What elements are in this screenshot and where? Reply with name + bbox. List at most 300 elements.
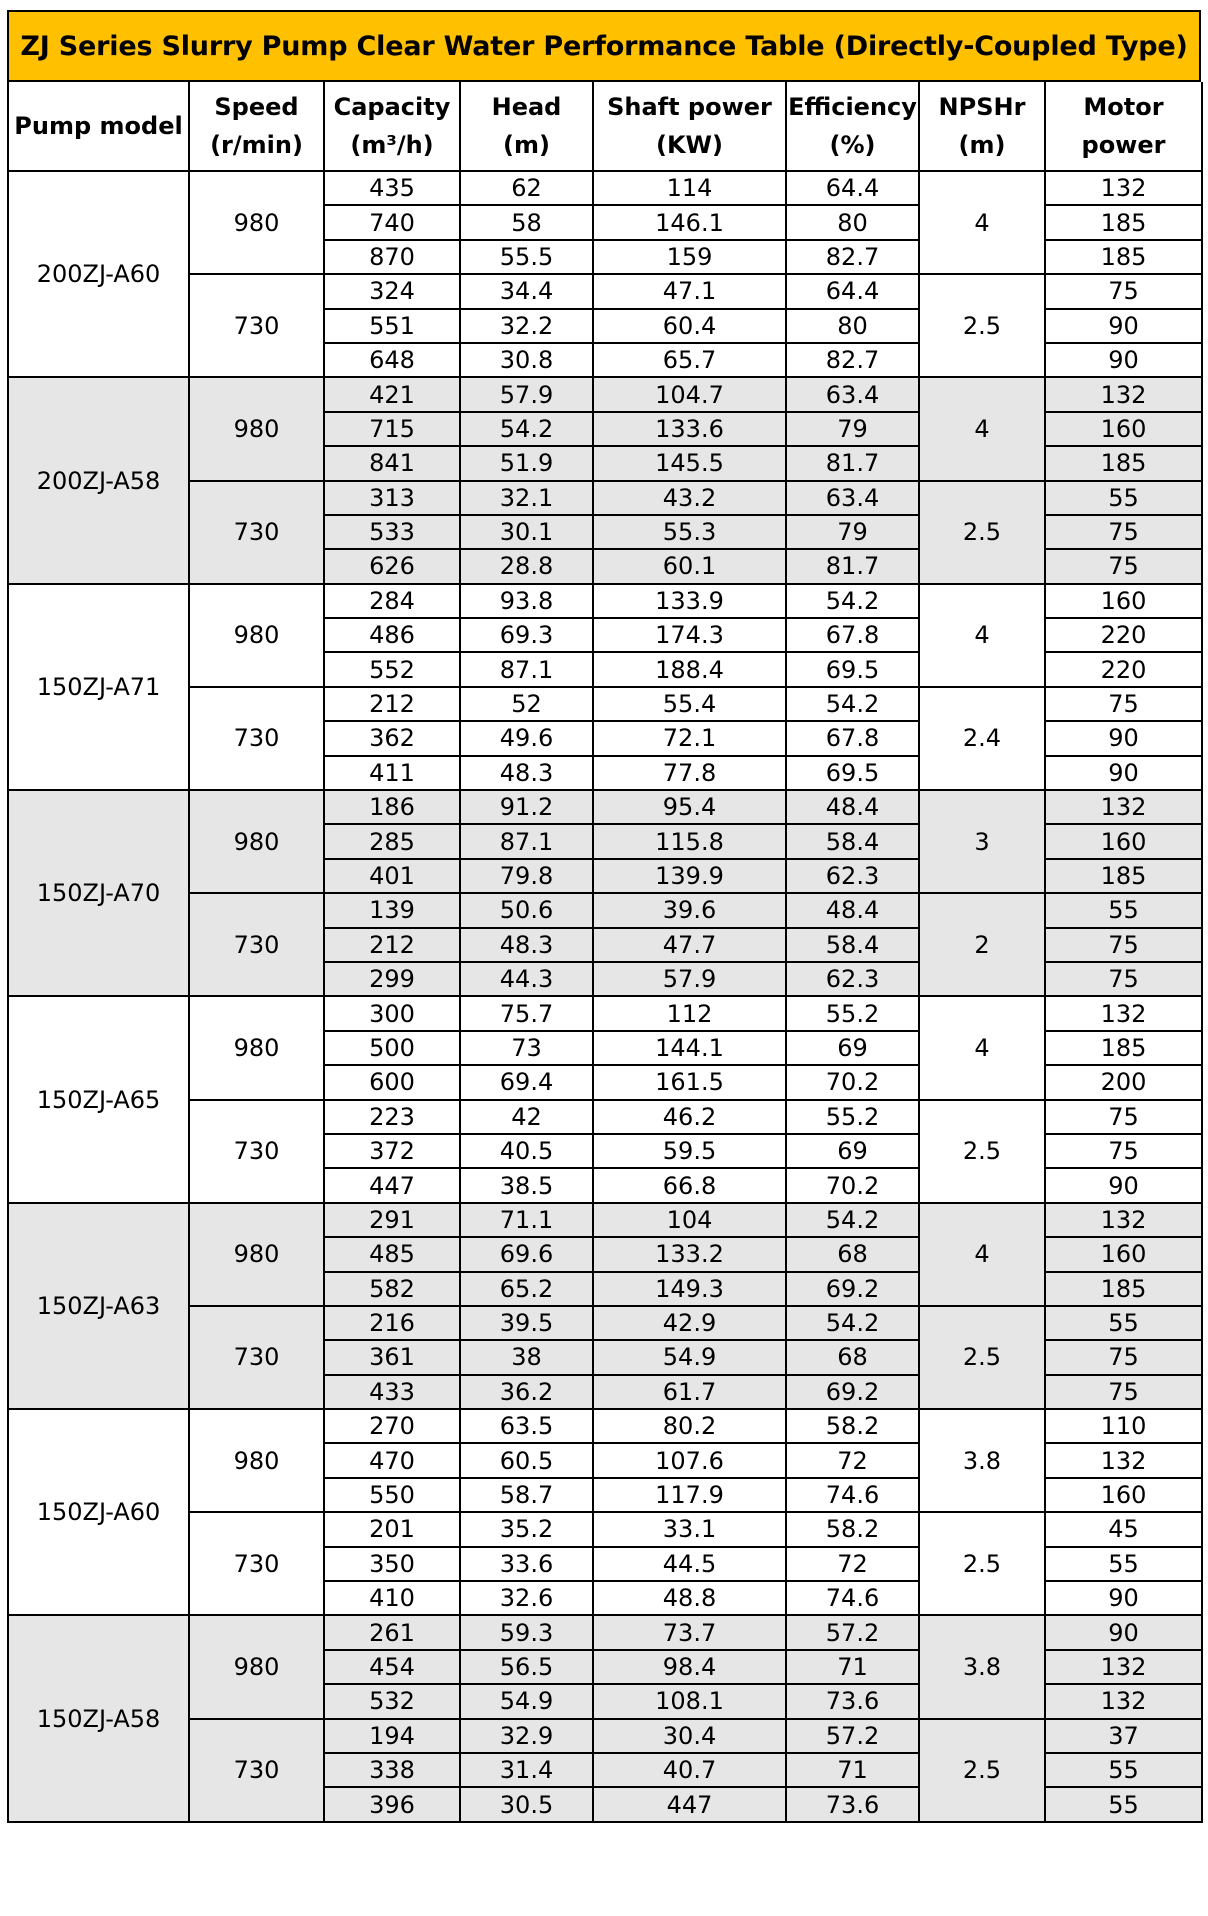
efficiency-cell: 81.7 [786,446,919,480]
npshr-cell: 3 [919,790,1045,893]
efficiency-cell: 70.2 [786,1065,919,1099]
capacity-cell: 715 [324,412,460,446]
npshr-cell: 2.5 [919,274,1045,377]
motor-power-cell: 75 [1045,274,1202,308]
efficiency-cell: 73.6 [786,1787,919,1821]
efficiency-cell: 69.5 [786,756,919,790]
head-cell: 69.3 [460,618,593,652]
speed-cell: 980 [189,1409,324,1512]
table-row [8,1615,1202,1649]
motor-power-cell: 132 [1045,1443,1202,1477]
efficiency-cell: 58.4 [786,824,919,858]
table-row [8,790,1202,824]
capacity-cell: 139 [324,893,460,927]
head-cell: 58 [460,205,593,239]
motor-power-cell: 55 [1045,1547,1202,1581]
head-cell: 75.7 [460,996,593,1030]
head-cell: 62 [460,171,593,205]
motor-power-cell: 160 [1045,412,1202,446]
speed-cell: 980 [189,377,324,480]
head-cell: 51.9 [460,446,593,480]
head-cell: 32.1 [460,481,593,515]
pump-model-cell: 150ZJ-A63 [8,1203,189,1409]
efficiency-cell: 71 [786,1650,919,1684]
motor-power-cell: 185 [1045,205,1202,239]
npshr-cell: 3.8 [919,1615,1045,1718]
col-header-capacity: Capacity (m³/h) [324,82,460,171]
head-cell: 91.2 [460,790,593,824]
efficiency-cell: 54.2 [786,584,919,618]
shaft-power-cell: 144.1 [593,1031,786,1065]
efficiency-cell: 48.4 [786,790,919,824]
head-cell: 57.9 [460,377,593,411]
npshr-cell: 2 [919,893,1045,996]
head-cell: 93.8 [460,584,593,618]
motor-power-cell: 90 [1045,343,1202,377]
head-cell: 35.2 [460,1512,593,1546]
shaft-power-cell: 107.6 [593,1443,786,1477]
shaft-power-cell: 65.7 [593,343,786,377]
shaft-power-cell: 48.8 [593,1581,786,1615]
shaft-power-cell: 149.3 [593,1272,786,1306]
table-row [8,996,1202,1030]
capacity-cell: 600 [324,1065,460,1099]
col-header-motor-power: Motor power [1045,82,1202,171]
capacity-cell: 454 [324,1650,460,1684]
efficiency-cell: 82.7 [786,240,919,274]
motor-power-cell: 132 [1045,996,1202,1030]
capacity-cell: 841 [324,446,460,480]
speed-cell: 980 [189,1203,324,1306]
speed-cell: 980 [189,1615,324,1718]
capacity-cell: 300 [324,996,460,1030]
head-cell: 49.6 [460,721,593,755]
efficiency-cell: 62.3 [786,962,919,996]
capacity-cell: 313 [324,481,460,515]
capacity-cell: 626 [324,549,460,583]
motor-power-cell: 75 [1045,1134,1202,1168]
speed-cell: 730 [189,1100,324,1203]
col-header-speed: Speed (r/min) [189,82,324,171]
efficiency-cell: 54.2 [786,687,919,721]
capacity-cell: 740 [324,205,460,239]
shaft-power-cell: 57.9 [593,962,786,996]
table-row [8,1409,1202,1443]
head-cell: 56.5 [460,1650,593,1684]
efficiency-cell: 68 [786,1237,919,1271]
efficiency-cell: 74.6 [786,1581,919,1615]
shaft-power-cell: 54.9 [593,1340,786,1374]
motor-power-cell: 75 [1045,549,1202,583]
capacity-cell: 361 [324,1340,460,1374]
shaft-power-cell: 42.9 [593,1306,786,1340]
motor-power-cell: 90 [1045,309,1202,343]
efficiency-cell: 54.2 [786,1203,919,1237]
col-header-head: Head (m) [460,82,593,171]
npshr-cell: 3.8 [919,1409,1045,1512]
capacity-cell: 186 [324,790,460,824]
npshr-cell: 2.5 [919,1512,1045,1615]
shaft-power-cell: 47.1 [593,274,786,308]
capacity-cell: 648 [324,343,460,377]
col-header-shaft-power: Shaft power (KW) [593,82,786,171]
efficiency-cell: 69.2 [786,1375,919,1409]
speed-cell: 730 [189,1306,324,1409]
npshr-cell: 4 [919,584,1045,687]
head-cell: 36.2 [460,1375,593,1409]
shaft-power-cell: 133.6 [593,412,786,446]
efficiency-cell: 62.3 [786,859,919,893]
efficiency-cell: 48.4 [786,893,919,927]
shaft-power-cell: 47.7 [593,928,786,962]
capacity-cell: 552 [324,652,460,686]
head-cell: 58.7 [460,1478,593,1512]
efficiency-cell: 58.2 [786,1512,919,1546]
capacity-cell: 216 [324,1306,460,1340]
capacity-cell: 533 [324,515,460,549]
speed-cell: 980 [189,171,324,274]
table-row [8,171,1202,205]
capacity-cell: 396 [324,1787,460,1821]
npshr-cell: 4 [919,377,1045,480]
table-row [8,1203,1202,1237]
motor-power-cell: 132 [1045,1650,1202,1684]
motor-power-cell: 185 [1045,446,1202,480]
shaft-power-cell: 112 [593,996,786,1030]
speed-cell: 730 [189,481,324,584]
motor-power-cell: 160 [1045,584,1202,618]
capacity-cell: 285 [324,824,460,858]
efficiency-cell: 58.2 [786,1409,919,1443]
head-cell: 31.4 [460,1753,593,1787]
shaft-power-cell: 114 [593,171,786,205]
motor-power-cell: 220 [1045,652,1202,686]
efficiency-cell: 80 [786,309,919,343]
head-cell: 30.1 [460,515,593,549]
capacity-cell: 447 [324,1168,460,1202]
motor-power-cell: 55 [1045,893,1202,927]
motor-power-cell: 185 [1045,1272,1202,1306]
efficiency-cell: 55.2 [786,1100,919,1134]
table-title: ZJ Series Slurry Pump Clear Water Performance Table (Directly-Coupled Type) [7,10,1201,82]
head-cell: 33.6 [460,1547,593,1581]
capacity-cell: 410 [324,1581,460,1615]
speed-cell: 730 [189,1719,324,1822]
speed-cell: 730 [189,274,324,377]
motor-power-cell: 90 [1045,756,1202,790]
head-cell: 55.5 [460,240,593,274]
capacity-cell: 372 [324,1134,460,1168]
head-cell: 40.5 [460,1134,593,1168]
head-cell: 79.8 [460,859,593,893]
capacity-cell: 421 [324,377,460,411]
motor-power-cell: 55 [1045,1306,1202,1340]
shaft-power-cell: 77.8 [593,756,786,790]
col-header-efficiency: Efficiency (%) [786,82,919,171]
capacity-cell: 362 [324,721,460,755]
capacity-cell: 486 [324,618,460,652]
head-cell: 30.8 [460,343,593,377]
shaft-power-cell: 55.4 [593,687,786,721]
efficiency-cell: 74.6 [786,1478,919,1512]
head-cell: 63.5 [460,1409,593,1443]
shaft-power-cell: 174.3 [593,618,786,652]
shaft-power-cell: 43.2 [593,481,786,515]
motor-power-cell: 90 [1045,721,1202,755]
capacity-cell: 284 [324,584,460,618]
pump-model-cell: 150ZJ-A60 [8,1409,189,1615]
table-row [8,584,1202,618]
efficiency-cell: 79 [786,515,919,549]
efficiency-cell: 64.4 [786,274,919,308]
motor-power-cell: 75 [1045,687,1202,721]
shaft-power-cell: 139.9 [593,859,786,893]
efficiency-cell: 63.4 [786,481,919,515]
capacity-cell: 299 [324,962,460,996]
head-cell: 69.6 [460,1237,593,1271]
head-cell: 60.5 [460,1443,593,1477]
head-cell: 59.3 [460,1615,593,1649]
motor-power-cell: 160 [1045,1237,1202,1271]
motor-power-cell: 110 [1045,1409,1202,1443]
capacity-cell: 291 [324,1203,460,1237]
shaft-power-cell: 161.5 [593,1065,786,1099]
motor-power-cell: 160 [1045,824,1202,858]
header-row [8,82,1202,171]
motor-power-cell: 160 [1045,1478,1202,1512]
head-cell: 54.9 [460,1684,593,1718]
motor-power-cell: 132 [1045,1684,1202,1718]
motor-power-cell: 75 [1045,1340,1202,1374]
head-cell: 65.2 [460,1272,593,1306]
npshr-cell: 2.5 [919,1100,1045,1203]
shaft-power-cell: 73.7 [593,1615,786,1649]
shaft-power-cell: 60.1 [593,549,786,583]
head-cell: 50.6 [460,893,593,927]
motor-power-cell: 90 [1045,1615,1202,1649]
shaft-power-cell: 60.4 [593,309,786,343]
performance-table [7,82,1203,1823]
head-cell: 48.3 [460,756,593,790]
motor-power-cell: 132 [1045,377,1202,411]
capacity-cell: 212 [324,687,460,721]
head-cell: 48.3 [460,928,593,962]
efficiency-cell: 69 [786,1031,919,1065]
table-body [8,171,1202,1822]
efficiency-cell: 82.7 [786,343,919,377]
motor-power-cell: 132 [1045,790,1202,824]
pump-model-cell: 200ZJ-A58 [8,377,189,583]
shaft-power-cell: 133.9 [593,584,786,618]
shaft-power-cell: 447 [593,1787,786,1821]
efficiency-cell: 64.4 [786,171,919,205]
motor-power-cell: 55 [1045,1753,1202,1787]
shaft-power-cell: 61.7 [593,1375,786,1409]
head-cell: 32.6 [460,1581,593,1615]
motor-power-cell: 220 [1045,618,1202,652]
motor-power-cell: 185 [1045,859,1202,893]
shaft-power-cell: 72.1 [593,721,786,755]
efficiency-cell: 69.2 [786,1272,919,1306]
shaft-power-cell: 117.9 [593,1478,786,1512]
efficiency-cell: 68 [786,1340,919,1374]
shaft-power-cell: 115.8 [593,824,786,858]
capacity-cell: 870 [324,240,460,274]
head-cell: 54.2 [460,412,593,446]
col-header-pump-model: Pump model [8,82,189,171]
head-cell: 69.4 [460,1065,593,1099]
npshr-cell: 2.5 [919,481,1045,584]
capacity-cell: 550 [324,1478,460,1512]
head-cell: 42 [460,1100,593,1134]
shaft-power-cell: 66.8 [593,1168,786,1202]
pump-model-cell: 150ZJ-A58 [8,1615,189,1821]
efficiency-cell: 58.4 [786,928,919,962]
npshr-cell: 2.5 [919,1719,1045,1822]
speed-cell: 730 [189,1512,324,1615]
efficiency-cell: 69.5 [786,652,919,686]
npshr-cell: 4 [919,1203,1045,1306]
speed-cell: 980 [189,790,324,893]
capacity-cell: 470 [324,1443,460,1477]
efficiency-cell: 80 [786,205,919,239]
table-row [8,377,1202,411]
head-cell: 87.1 [460,824,593,858]
capacity-cell: 411 [324,756,460,790]
head-cell: 52 [460,687,593,721]
speed-cell: 730 [189,893,324,996]
shaft-power-cell: 55.3 [593,515,786,549]
head-cell: 44.3 [460,962,593,996]
capacity-cell: 435 [324,171,460,205]
efficiency-cell: 81.7 [786,549,919,583]
efficiency-cell: 57.2 [786,1719,919,1753]
shaft-power-cell: 104.7 [593,377,786,411]
npshr-cell: 4 [919,171,1045,274]
shaft-power-cell: 59.5 [593,1134,786,1168]
npshr-cell: 2.4 [919,687,1045,790]
efficiency-cell: 55.2 [786,996,919,1030]
motor-power-cell: 45 [1045,1512,1202,1546]
shaft-power-cell: 44.5 [593,1547,786,1581]
motor-power-cell: 75 [1045,962,1202,996]
col-header-npshr: NPSHr (m) [919,82,1045,171]
efficiency-cell: 67.8 [786,618,919,652]
capacity-cell: 485 [324,1237,460,1271]
motor-power-cell: 132 [1045,171,1202,205]
head-cell: 32.9 [460,1719,593,1753]
motor-power-cell: 37 [1045,1719,1202,1753]
motor-power-cell: 75 [1045,1100,1202,1134]
capacity-cell: 324 [324,274,460,308]
shaft-power-cell: 30.4 [593,1719,786,1753]
motor-power-cell: 75 [1045,928,1202,962]
efficiency-cell: 63.4 [786,377,919,411]
head-cell: 32.2 [460,309,593,343]
efficiency-cell: 67.8 [786,721,919,755]
efficiency-cell: 57.2 [786,1615,919,1649]
shaft-power-cell: 39.6 [593,893,786,927]
head-cell: 73 [460,1031,593,1065]
capacity-cell: 201 [324,1512,460,1546]
efficiency-cell: 54.2 [786,1306,919,1340]
speed-cell: 980 [189,996,324,1099]
capacity-cell: 261 [324,1615,460,1649]
shaft-power-cell: 159 [593,240,786,274]
motor-power-cell: 55 [1045,1787,1202,1821]
capacity-cell: 433 [324,1375,460,1409]
motor-power-cell: 90 [1045,1581,1202,1615]
head-cell: 71.1 [460,1203,593,1237]
shaft-power-cell: 40.7 [593,1753,786,1787]
capacity-cell: 223 [324,1100,460,1134]
motor-power-cell: 132 [1045,1203,1202,1237]
shaft-power-cell: 33.1 [593,1512,786,1546]
head-cell: 28.8 [460,549,593,583]
capacity-cell: 582 [324,1272,460,1306]
head-cell: 87.1 [460,652,593,686]
capacity-cell: 500 [324,1031,460,1065]
efficiency-cell: 79 [786,412,919,446]
pump-model-cell: 150ZJ-A70 [8,790,189,996]
motor-power-cell: 55 [1045,481,1202,515]
shaft-power-cell: 133.2 [593,1237,786,1271]
head-cell: 34.4 [460,274,593,308]
capacity-cell: 551 [324,309,460,343]
motor-power-cell: 185 [1045,1031,1202,1065]
capacity-cell: 350 [324,1547,460,1581]
efficiency-cell: 72 [786,1443,919,1477]
shaft-power-cell: 98.4 [593,1650,786,1684]
motor-power-cell: 75 [1045,515,1202,549]
performance-sheet [7,10,1201,1823]
efficiency-cell: 70.2 [786,1168,919,1202]
efficiency-cell: 72 [786,1547,919,1581]
shaft-power-cell: 146.1 [593,205,786,239]
efficiency-cell: 71 [786,1753,919,1787]
shaft-power-cell: 95.4 [593,790,786,824]
pump-model-cell: 150ZJ-A65 [8,996,189,1202]
capacity-cell: 212 [324,928,460,962]
motor-power-cell: 185 [1045,240,1202,274]
npshr-cell: 4 [919,996,1045,1099]
head-cell: 30.5 [460,1787,593,1821]
pump-model-cell: 150ZJ-A71 [8,584,189,790]
shaft-power-cell: 108.1 [593,1684,786,1718]
motor-power-cell: 200 [1045,1065,1202,1099]
head-cell: 39.5 [460,1306,593,1340]
speed-cell: 980 [189,584,324,687]
capacity-cell: 401 [324,859,460,893]
efficiency-cell: 69 [786,1134,919,1168]
motor-power-cell: 75 [1045,1375,1202,1409]
shaft-power-cell: 104 [593,1203,786,1237]
pump-model-cell: 200ZJ-A60 [8,171,189,377]
npshr-cell: 2.5 [919,1306,1045,1409]
shaft-power-cell: 145.5 [593,446,786,480]
capacity-cell: 532 [324,1684,460,1718]
capacity-cell: 338 [324,1753,460,1787]
shaft-power-cell: 188.4 [593,652,786,686]
shaft-power-cell: 46.2 [593,1100,786,1134]
capacity-cell: 194 [324,1719,460,1753]
motor-power-cell: 90 [1045,1168,1202,1202]
capacity-cell: 270 [324,1409,460,1443]
head-cell: 38 [460,1340,593,1374]
speed-cell: 730 [189,687,324,790]
efficiency-cell: 73.6 [786,1684,919,1718]
head-cell: 38.5 [460,1168,593,1202]
